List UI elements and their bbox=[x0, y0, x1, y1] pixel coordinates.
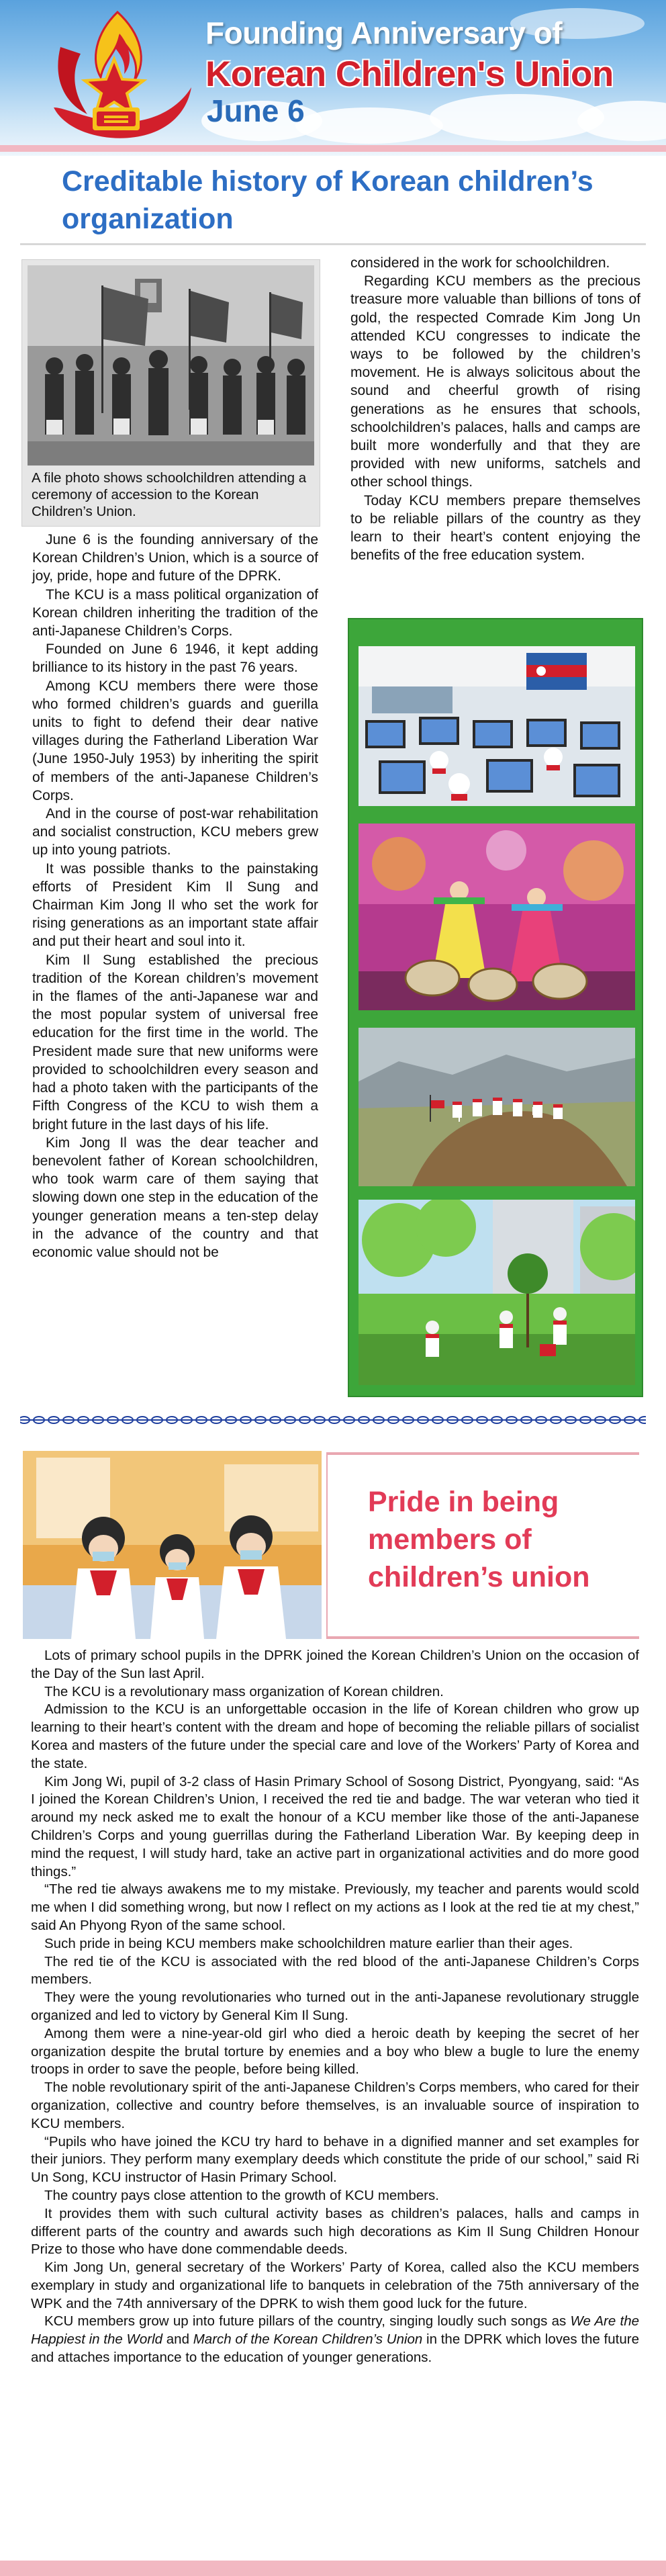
section2-title-rule-bottom bbox=[328, 1636, 639, 1639]
section1-right-column bbox=[350, 254, 640, 564]
paragraph: The country pays close attention to the growth of KCU members. bbox=[44, 2187, 439, 2203]
paragraph: Admission to the KCU is an unforgettable occasion in the life of Korean children who grow up learning to their heart’s content with the dream and hope of becoming the reliable pillars of socialist Korea and masters of the future under the special care and love of the Workers’ Party of Korea and the state. bbox=[31, 1701, 639, 1771]
section1-left-column bbox=[32, 531, 318, 1261]
header-date: June 6 bbox=[207, 93, 305, 128]
closing-text-start: KCU members grow up into future pillars of the country, singing loudly such songs as bbox=[44, 2313, 571, 2329]
photo-caption: A file photo shows schoolchildren attending a ceremony of accession to the Korean Children’s Union. bbox=[32, 470, 307, 519]
paragraph: Today KCU members prepare themselves to be reliable pillars of the country as they learn to their heart’s content enjoying the benefits of the free education system. bbox=[350, 492, 640, 564]
children-with-ties-photo bbox=[23, 1451, 322, 1639]
section2-body bbox=[31, 1647, 639, 2367]
page-header bbox=[0, 0, 666, 156]
header-title-anniversary: Founding Anniversary of bbox=[205, 15, 563, 50]
paragraph: It was possible thanks to the painstaking efforts of President Kim Il Sung and Chairman Kim Jong Il who set the work for rising generations as an important state affair and put their heart and soul into it. bbox=[32, 860, 318, 950]
hilltop-photo bbox=[359, 1028, 635, 1186]
section1-rule bbox=[20, 243, 646, 245]
closing-paragraph bbox=[31, 2313, 639, 2366]
dance-performance-photo bbox=[359, 824, 635, 1010]
paragraph: Regarding KCU members as the precious treasure more valuable than billions of tons of gold, the respected Comrade Kim Jong Un attended KCU congresses to indicate the ways to be followed by the children’s movement. He is always solicitous about the sound and cheerful growth of rising generations as he ensures that schools, schoolchildren’s palaces, halls and camps are built more wonderfully and that they are provided with new uniforms, satchels and other school things. bbox=[350, 273, 640, 490]
paragraph: Among them were a nine-year-old girl who died a heroic death by keeping the secret of her organization despite the brutal torture by enemies and a boy who blew a bugle to lure the enemy troops in order to save the people, before being killed. bbox=[31, 2025, 639, 2078]
paragraph: Among KCU members there were those who formed children’s guards and guerilla units to fight to defend their dear native villages during the Fatherland Liberation War (June 1950-July 1953) by inheriting the spirit of members of the anti-Japanese Children’s Corps. bbox=[32, 678, 318, 803]
paragraph: The KCU is a mass political organization of Korean children inheriting the tradition of the anti-Japanese Children’s Corps. bbox=[32, 586, 318, 639]
paragraph: Kim Il Sung established the precious tradition of the Korean children’s movement in the flames of the anti-Japanese war and the most popular system of universal free education for the first time in the world. The President made sure that new uniforms were provided to schoolchildren every season and had a photo taken with the participants of the Fifth Congress of the KCU to wish them a bright future in the last days of his life. bbox=[32, 952, 318, 1132]
paragraph: The noble revolutionary spirit of the anti-Japanese Children’s Corps members, who cared for their organization, collective and country before themselves, is an invaluable source of inspiration to KCU members. bbox=[31, 2080, 639, 2131]
cloud-decoration bbox=[295, 107, 443, 144]
paragraph: Kim Jong Wi, pupil of 3-2 class of Hasin Primary School of Sosong District, Pyongyang, said: “As I joined the Korean Children’s Union, I received the red tie and badge. The war veteran who tied it around my neck asked me to exalt the honour of a KCU member like those of the anti-Japanese Children’s Corps and young guerrillas during the Fatherland Liberation War. By keeping deep in mind the request, I will study hard, take an active part in organizational activities and do more good things.” bbox=[31, 1773, 639, 1879]
paragraph: The red tie of the KCU is associated with the red blood of the anti-Japanese Children’s Corps members. bbox=[31, 1953, 639, 1988]
header-rule bbox=[0, 145, 666, 152]
paragraph: “Pupils who have joined the KCU try hard to behave in a dignified manner and set examples for their juniors. They perform many exemplary deeds which constitute the pride of our school,” said Ri Un Song, KCU instructor of Hasin Primary School. bbox=[31, 2133, 639, 2186]
paragraph: Founded on June 6 1946, it kept adding brilliance to its history in the past 76 years. bbox=[32, 641, 318, 676]
song-title: We Are the Happiest in the World bbox=[31, 2313, 639, 2348]
section2-title-rule-top bbox=[328, 1452, 639, 1455]
tree-planting-photo bbox=[359, 1200, 635, 1385]
footer-band bbox=[0, 2561, 666, 2576]
paragraph: And in the course of post-war rehabilitation and socialist construction, KCU mebers grew up into young patriots. bbox=[32, 806, 318, 858]
section2-title-border bbox=[326, 1452, 328, 1639]
header-title-union: Korean Children's Union bbox=[205, 54, 614, 94]
paragraph: Kim Jong Il was the dear teacher and benevolent father of Korean schoolchildren, who took warm care of them saying that slowing down one step in the education of the younger generation means a ten-step delay in the advance of the country and that economic value should not be bbox=[32, 1135, 318, 1260]
chain-divider-icon bbox=[20, 1415, 646, 1425]
paragraph: Lots of primary school pupils in the DPRK joined the Korean Children’s Union on the occasion of the Day of the Sun last April. bbox=[31, 1648, 639, 1681]
closing-text-middle: and bbox=[162, 2331, 193, 2348]
archive-photo-box bbox=[21, 259, 320, 527]
closing-text-end: in the DPRK which loves the future and attaches importance to the education of younger generations. bbox=[31, 2331, 639, 2366]
photo-gallery-frame bbox=[348, 618, 643, 1397]
paragraph: It provides them with such cultural activity bases as children’s palaces, halls and camps in different parts of the country and awards such high decorations as Kim Il Sung Children Honour Prize to those who have done commendable deeds. bbox=[31, 2205, 639, 2258]
paragraph: Kim Jong Un, general secretary of the Workers’ Party of Korea, called also the KCU members exemplary in study and organizational life to banquets in celebration of the 75th anniversary of the WPK and the 74th anniversary of the DPRK to wish them good luck for the future. bbox=[31, 2260, 639, 2311]
paragraph: June 6 is the founding anniversary of the Korean Children’s Union, which is a source of joy, pride, hope and future of the DPRK. bbox=[32, 532, 318, 584]
archive-photo bbox=[28, 265, 314, 465]
kcu-emblem-icon bbox=[40, 7, 195, 148]
song-title: March of the Korean Children’s Union bbox=[193, 2331, 423, 2348]
section2-title: Pride in being members of children’s union bbox=[368, 1486, 590, 1593]
classroom-photo bbox=[359, 646, 635, 806]
paragraph: They were the young revolutionaries who turned out in the anti-Japanese revolutionary struggle organized and led to victory by General Kim Il Sung. bbox=[31, 1990, 639, 2023]
paragraph: “The red tie always awakens me to my mistake. Previously, my teacher and parents would scold me when I did something wrong, but now I reflect on my actions as I look at the red tie at my chest,” said An Phyong Ryon of the same school. bbox=[31, 1881, 639, 1933]
paragraph: The KCU is a revolutionary mass organization of Korean children. bbox=[44, 1683, 444, 1699]
section1-title: Creditable history of Korean children’s organization bbox=[62, 165, 593, 235]
paragraph: Such pride in being KCU members make schoolchildren mature earlier than their ages. bbox=[44, 1935, 573, 1951]
paragraph: considered in the work for schoolchildren. bbox=[350, 255, 610, 271]
